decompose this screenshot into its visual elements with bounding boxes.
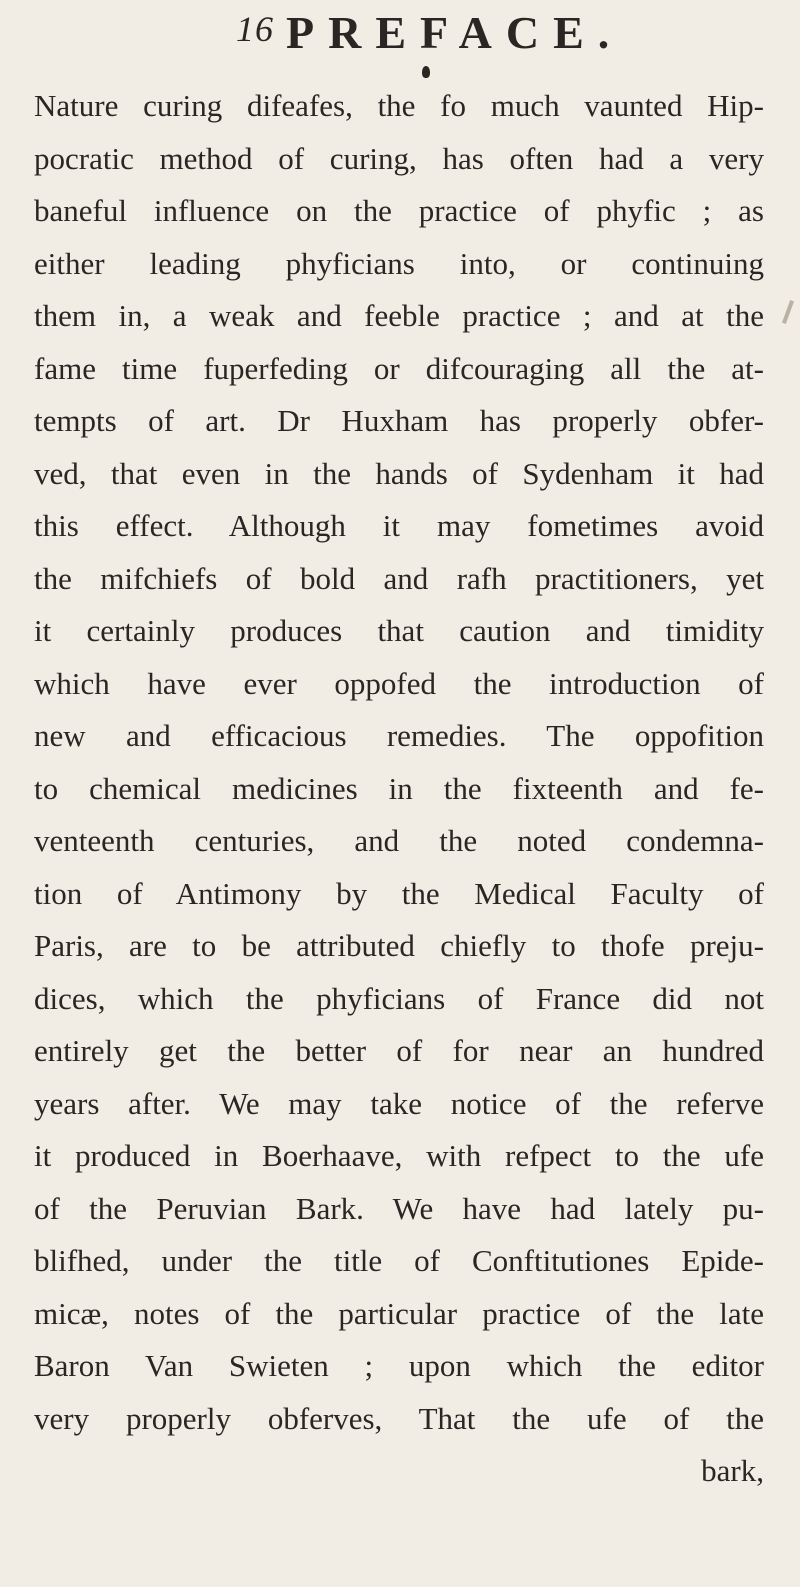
- text-line: them in, a weak and feeble practice ; and at the: [34, 298, 764, 333]
- page-header: [0, 2, 800, 66]
- body-text: [34, 80, 764, 1498]
- page-number: 16: [236, 9, 274, 49]
- text-line: very properly obferves, That the ufe of the: [34, 1400, 764, 1436]
- text-line: entirely get the better of for near an hundred: [34, 1033, 764, 1068]
- text-line: Paris, are to be attributed chiefly to thofe preju-: [34, 928, 764, 963]
- text-line: pocratic method of curing, has often had a very: [34, 140, 764, 176]
- text-line: baneful influence on the practice of phyfic ; as: [34, 193, 764, 228]
- text-line: dices, which the phyficians of France did not: [34, 980, 764, 1016]
- text-line: ved, that even in the hands of Sydenham it had: [34, 455, 764, 491]
- text-line: Baron Van Swieten ; upon which the editor: [34, 1348, 764, 1383]
- running-head: PREFACE.: [286, 7, 624, 58]
- text-line: fame time fuperfeding or difcouraging all the at-: [34, 350, 764, 386]
- ink-mark-icon: [422, 66, 430, 78]
- text-line: tion of Antimony by the Medical Faculty of: [34, 875, 764, 911]
- text-line: of the Peruvian Bark. We have had lately pu-: [34, 1190, 764, 1226]
- text-line: which have ever oppofed the introduction of: [34, 665, 764, 701]
- text-line: this effect. Although it may fometimes avoid: [34, 508, 764, 543]
- text-line: to chemical medicines in the fixteenth and fe-: [34, 770, 764, 806]
- text-line: the mifchiefs of bold and rafh practitioners, yet: [34, 560, 764, 596]
- text-line: new and efficacious remedies. The oppofition: [34, 718, 764, 753]
- text-line: years after. We may take notice of the referve: [34, 1085, 764, 1121]
- margin-mark-icon: [782, 300, 794, 324]
- text-line: venteenth centuries, and the noted condemna-: [34, 823, 764, 858]
- text-line: blifhed, under the title of Conftitutiones Epide-: [34, 1243, 764, 1278]
- text-line: micæ, notes of the particular practice of the late: [34, 1295, 764, 1331]
- text-line: it certainly produces that caution and timidity: [34, 613, 764, 648]
- text-line: it produced in Boerhaave, with refpect to the ufe: [34, 1138, 764, 1173]
- catchword: bark,: [701, 1453, 764, 1488]
- text-line: tempts of art. Dr Huxham has properly obfer-: [34, 403, 764, 438]
- text-line: either leading phyficians into, or continuing: [34, 245, 764, 281]
- text-line: Nature curing difeafes, the fo much vaunted Hip-: [34, 88, 764, 123]
